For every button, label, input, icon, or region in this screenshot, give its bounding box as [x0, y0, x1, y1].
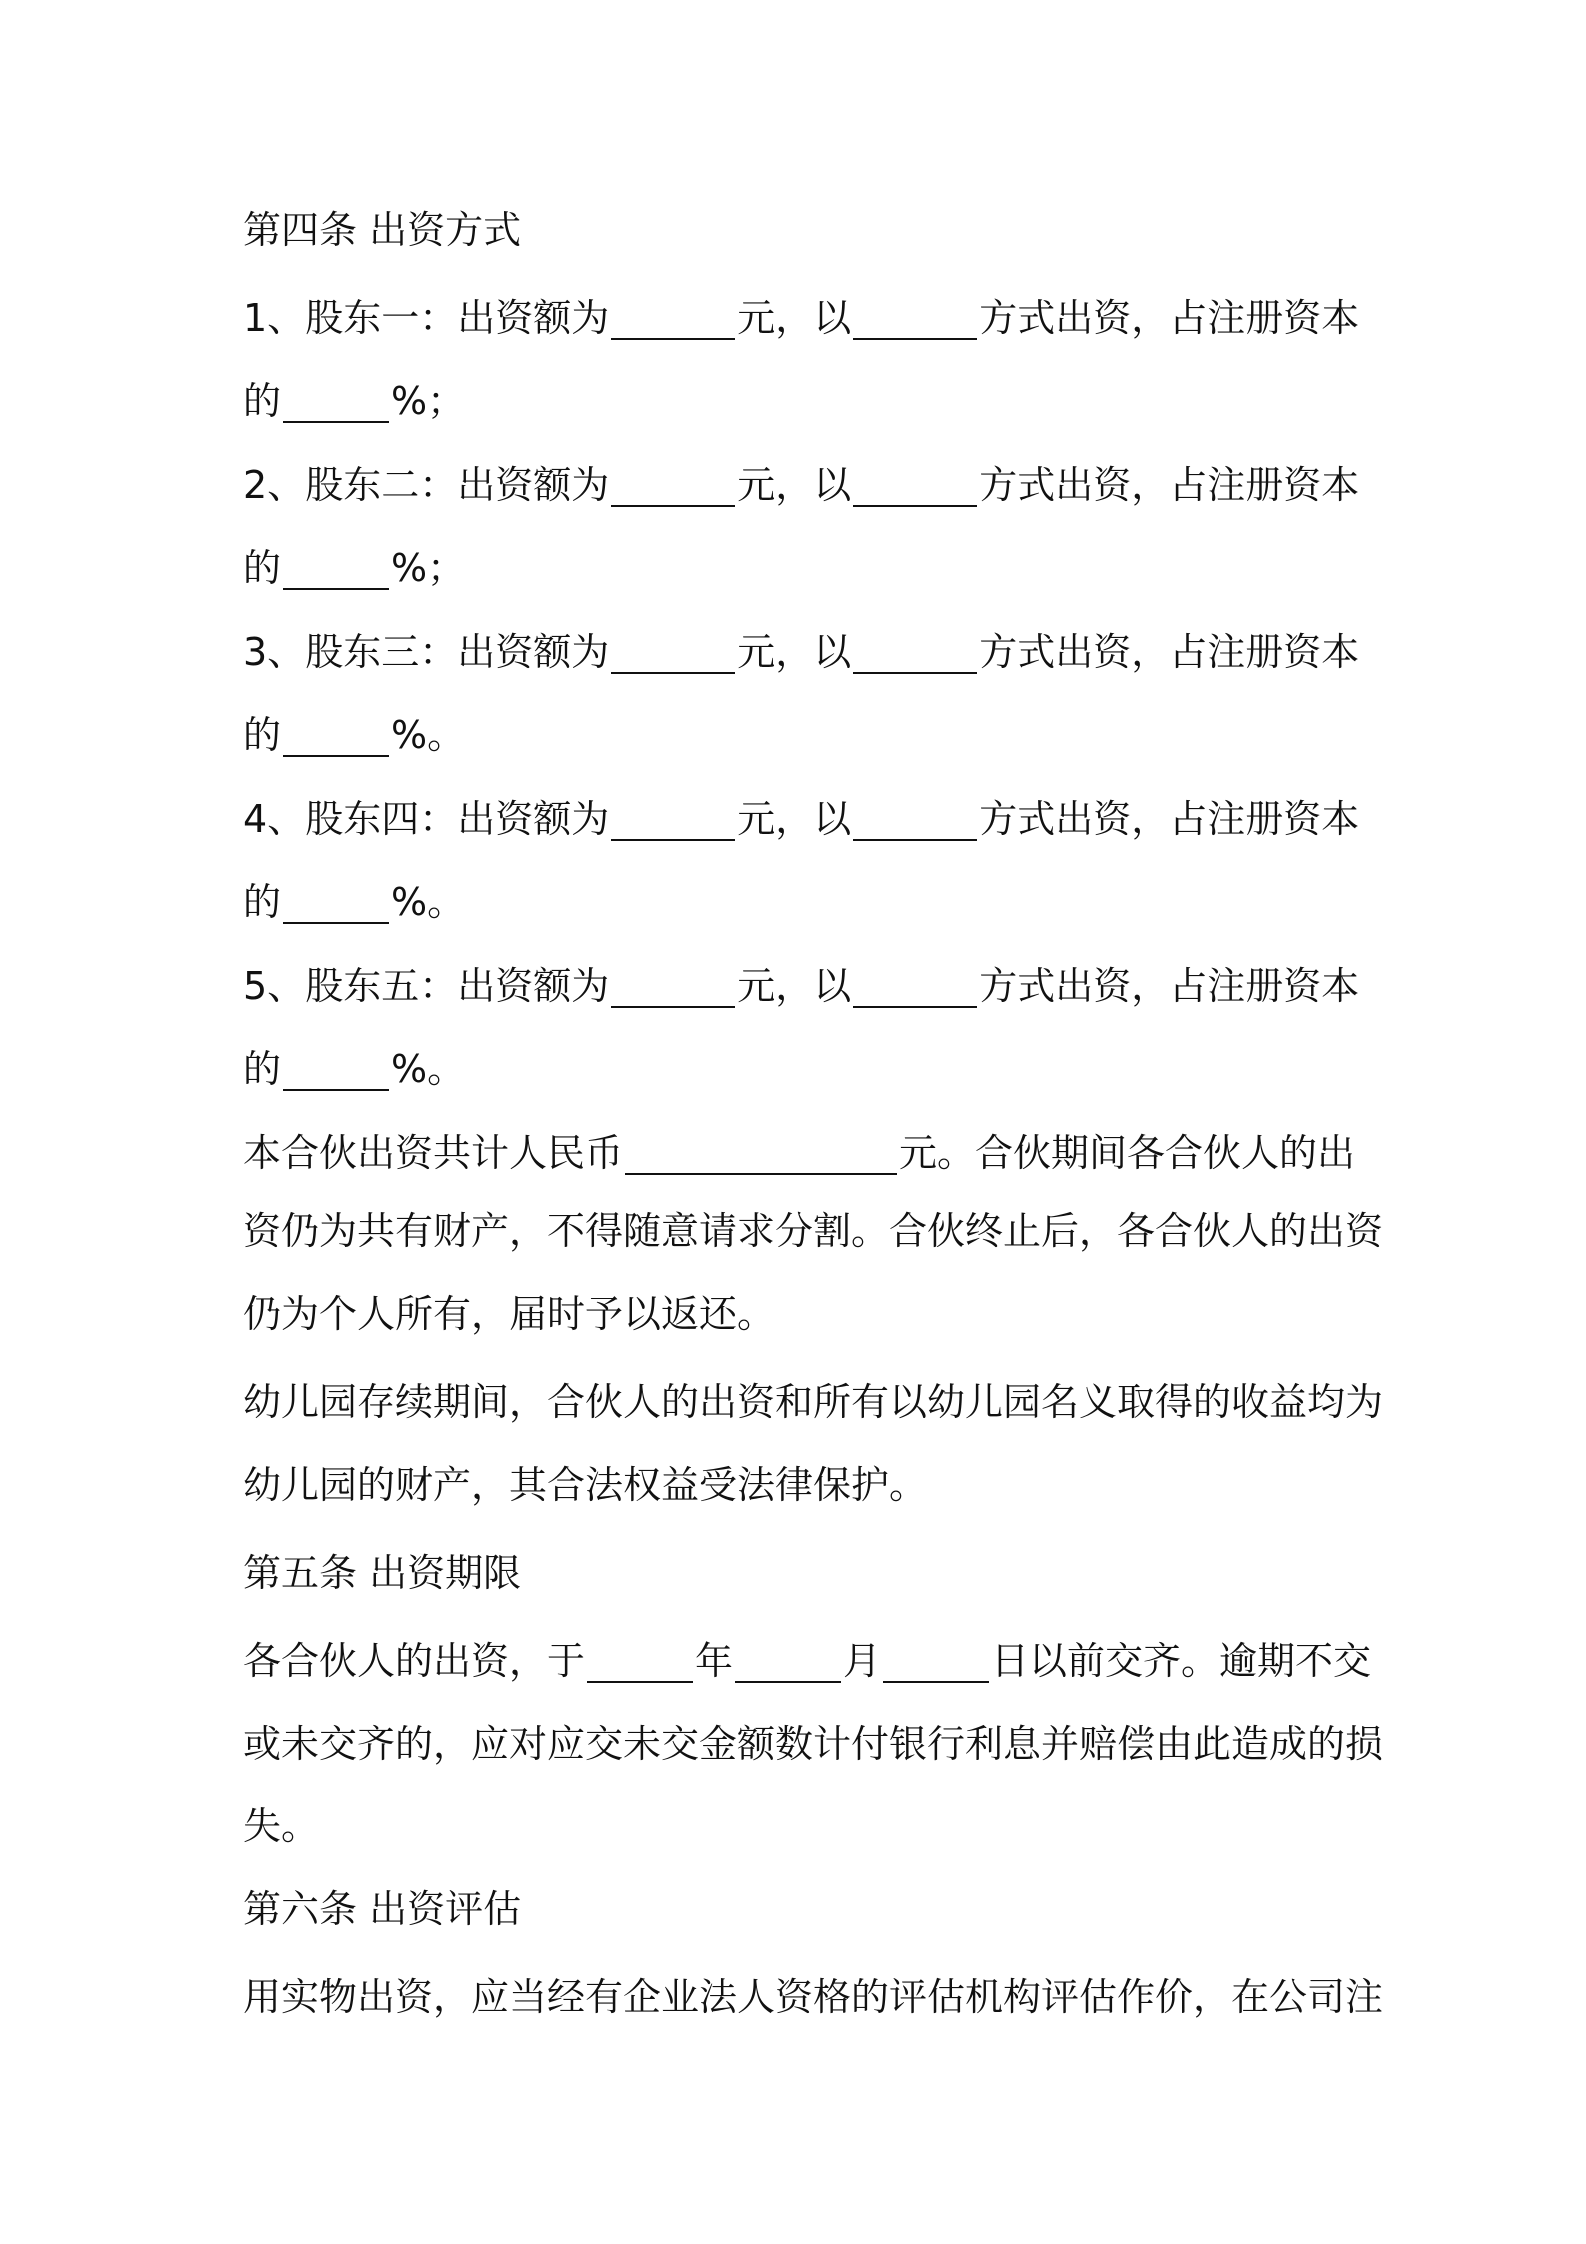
yuan-label: 元，以 [737, 964, 852, 1008]
shareholder-number: 1、 [243, 296, 306, 340]
shareholder-name: 股东二 [305, 463, 420, 507]
shareholder-1-pct-line [243, 379, 465, 423]
shareholder-2-pct-line [243, 546, 465, 590]
property-line-1: 幼儿园存续期间，合伙人的出资和所有以幼儿园名义取得的收益均为 [243, 1380, 1384, 1424]
shareholder-name: 股东三 [305, 630, 420, 674]
method-label: 方式出资，占注册资本 [979, 296, 1360, 340]
method-label: 方式出资，占注册资本 [979, 463, 1360, 507]
deadline-line-1 [243, 1639, 1371, 1683]
method-label: 方式出资，占注册资本 [979, 630, 1360, 674]
property-line-2: 幼儿园的财产，其合法权益受法律保护。 [243, 1463, 928, 1507]
method-label: 方式出资，占注册资本 [979, 797, 1360, 841]
method-label: 方式出资，占注册资本 [979, 964, 1360, 1008]
shareholder-number: 5、 [243, 964, 306, 1008]
valuation-line-1: 用实物出资，应当经有企业法人资格的评估机构评估作价，在公司注 [243, 1975, 1384, 2019]
method-blank[interactable] [853, 632, 977, 674]
de-label: 的 [243, 880, 282, 924]
percent-blank[interactable] [283, 381, 389, 423]
shareholder-3-line [243, 630, 1359, 674]
day-blank[interactable] [883, 1641, 989, 1683]
yuan-label: 元，以 [737, 630, 852, 674]
shareholder-name: 股东四 [305, 797, 420, 841]
total-suffix: 元。合伙期间各合伙人的出 [899, 1131, 1356, 1175]
deadline-line-2: 或未交齐的，应对应交未交金额数计付银行利息并赔偿由此造成的损 [243, 1722, 1384, 1766]
percent-blank[interactable] [283, 715, 389, 757]
yuan-label: 元，以 [737, 463, 852, 507]
total-amount-blank[interactable] [625, 1133, 897, 1175]
shareholder-number: 4、 [243, 797, 306, 841]
shareholder-number: 3、 [243, 630, 306, 674]
de-label: 的 [243, 379, 282, 423]
article5-heading: 第五条 出资期限 [243, 1551, 522, 1595]
amount-blank[interactable] [611, 799, 735, 841]
contribution-label: ：出资额为 [419, 630, 610, 674]
total-line-2: 资仍为共有财产，不得随意请求分割。合伙终止后，各合伙人的出资 [243, 1209, 1384, 1253]
percent-blank[interactable] [283, 548, 389, 590]
contribution-label: ：出资额为 [419, 463, 610, 507]
year-label: 年 [695, 1639, 734, 1683]
de-label: 的 [243, 546, 282, 590]
shareholder-1-line [243, 296, 1359, 340]
contribution-label: ：出资额为 [419, 296, 610, 340]
method-blank[interactable] [853, 465, 977, 507]
shareholder-name: 股东一 [305, 296, 420, 340]
percent-label: %。 [391, 1047, 466, 1091]
method-blank[interactable] [853, 966, 977, 1008]
shareholder-3-pct-line [243, 713, 465, 757]
amount-blank[interactable] [611, 298, 735, 340]
shareholder-name: 股东五 [305, 964, 420, 1008]
year-blank[interactable] [587, 1641, 693, 1683]
method-blank[interactable] [853, 298, 977, 340]
yuan-label: 元，以 [737, 797, 852, 841]
contribution-label: ：出资额为 [419, 964, 610, 1008]
percent-label: %； [391, 546, 466, 590]
shareholder-4-line [243, 797, 1359, 841]
contribution-label: ：出资额为 [419, 797, 610, 841]
article4-heading: 第四条 出资方式 [243, 208, 522, 252]
total-line-3: 仍为个人所有，届时予以返还。 [243, 1292, 776, 1336]
day-label: 日以前交齐。逾期不交 [991, 1639, 1372, 1683]
yuan-label: 元，以 [737, 296, 852, 340]
percent-label: %； [391, 379, 466, 423]
shareholder-5-line [243, 964, 1359, 1008]
deadline-line-3: 失。 [243, 1804, 320, 1848]
article6-heading: 第六条 出资评估 [243, 1887, 522, 1931]
percent-blank[interactable] [283, 882, 389, 924]
deadline-prefix: 各合伙人的出资，于 [243, 1639, 586, 1683]
method-blank[interactable] [853, 799, 977, 841]
month-blank[interactable] [735, 1641, 841, 1683]
total-line-1 [243, 1131, 1355, 1175]
amount-blank[interactable] [611, 465, 735, 507]
amount-blank[interactable] [611, 632, 735, 674]
amount-blank[interactable] [611, 966, 735, 1008]
percent-blank[interactable] [283, 1049, 389, 1091]
total-prefix: 本合伙出资共计人民币 [243, 1131, 624, 1175]
shareholder-number: 2、 [243, 463, 306, 507]
month-label: 月 [843, 1639, 882, 1683]
shareholder-4-pct-line [243, 880, 465, 924]
shareholder-2-line [243, 463, 1359, 507]
percent-label: %。 [391, 880, 466, 924]
percent-label: %。 [391, 713, 466, 757]
de-label: 的 [243, 713, 282, 757]
shareholder-5-pct-line [243, 1047, 465, 1091]
de-label: 的 [243, 1047, 282, 1091]
